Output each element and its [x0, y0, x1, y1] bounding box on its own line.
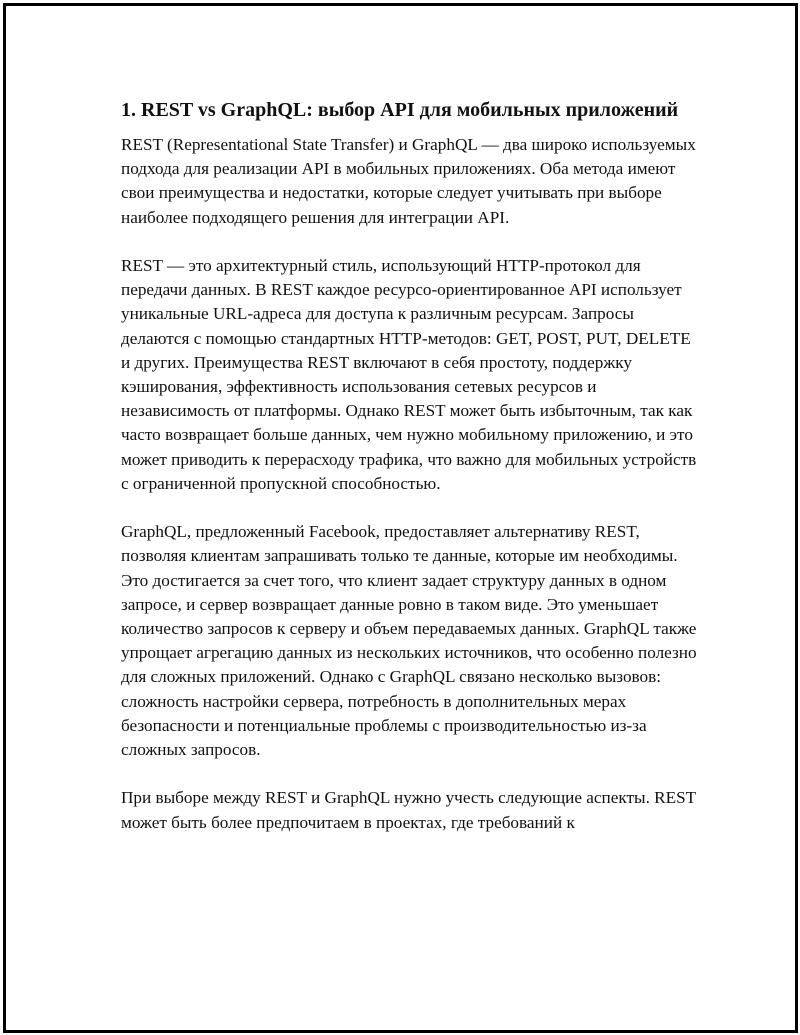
paragraph-graphql: GraphQL, предложенный Facebook, предоставляет альтернативу REST, позволяя клиентам запрашивать только те данные, которые им необходимы. Это достигается за счет того, что клиент задает структуру данных в одном запросе, и сервер возвращает данные ровно в таком виде. Это уменьшает количество запросов к серверу и объем передаваемых данных. GraphQL также упрощает агрегацию данных из нескольких источников, что особенно полезно для сложных приложений. Однако с GraphQL связано несколько вызовов: сложность настройки сервера, потребность в дополнительных мерах безопасности и потенциальные проблемы с производительностью из-за сложных запросов.: [121, 522, 697, 760]
paragraph-intro: REST (Representational State Transfer) и GraphQL — два широко используемых подхода для реализации API в мобильных приложениях. Оба метода имеют свои преимущества и недостатки, которые следует учитывать при выборе наиболее подходящего решения для интеграции API.: [121, 135, 696, 227]
page-title: 1. REST vs GraphQL: выбор API для мобильных приложений: [121, 99, 679, 121]
paragraph-comparison: При выборе между REST и GraphQL нужно учесть следующие аспекты. REST может быть более предпочитаем в проектах, где требований к: [121, 788, 696, 832]
paragraph-rest: REST — это архитектурный стиль, использующий HTTP-протокол для передачи данных. В REST каждое ресурсо-ориентированное API использует уникальные URL-адреса для доступа к различным ресурсам. Запросы делаются с помощью стандартных HTTP-методов: GET, POST, PUT, DELETE и других. Преимущества REST включают в себя простоту, поддержку кэширования, эффективность использования сетевых ресурсов и независимость от платформы. Однако REST может быть избыточным, так как часто возвращает больше данных, чем нужно мобильному приложению, и это может приводить к перерасходу трафика, что важно для мобильных устройств с ограниченной пропускной способностью.: [121, 256, 697, 493]
page-frame: [3, 3, 798, 1033]
document-body: [121, 97, 701, 859]
